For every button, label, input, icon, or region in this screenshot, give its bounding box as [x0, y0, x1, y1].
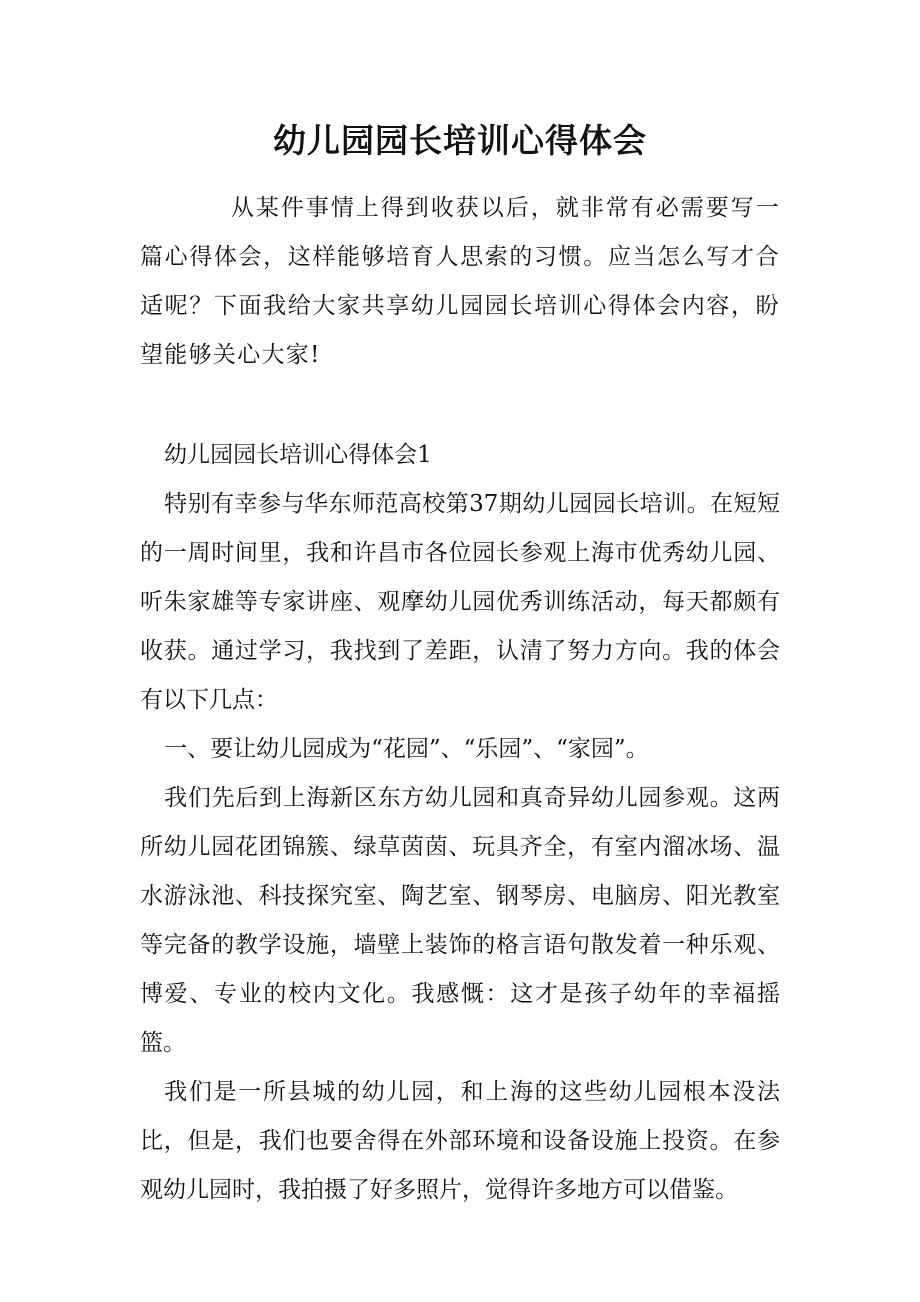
document-body [140, 184, 780, 1215]
body-paragraph: 我们是一所县城的幼儿园，和上海的这些幼儿园根本没法比，但是，我们也要舍得在外部环境和设备设施上投资。在参观幼儿园时，我拍摄了好多照片，觉得许多地方可以借鉴。 [140, 1079, 780, 1203]
body-paragraph: 一、要让幼儿园成为“花园”、“乐园”、“家园”。 [164, 736, 649, 762]
section-heading: 幼儿园园长培训心得体会1 [164, 442, 432, 468]
document-title: 幼儿园园长培训心得体会 [273, 121, 647, 160]
paragraph-gap [140, 380, 780, 431]
body-paragraph: 我们先后到上海新区东方幼儿园和真奇异幼儿园参观。这两所幼儿园花团锦簇、绿草茵茵、玩具齐全，有室内溜冰场、温水游泳池、科技探究室、陶艺室、钢琴房、电脑房、阳光教室等完备的教学设施，墙壁上装饰的格言语句散发着一种乐观、博爱、专业的校内文化。我感慨：这才是孩子幼年的幸福摇篮。 [140, 785, 780, 1056]
body-paragraph: 特别有幸参与华东师范高校第37期幼儿园园长培训。在短短的一周时间里，我和许昌市各位园长参观上海市优秀幼儿园、听朱家雄等专家讲座、观摩幼儿园优秀训练活动，每天都颇有收获。通过学习，我找到了差距，认清了努力方向。我的体会有以下几点： [140, 491, 780, 713]
intro-paragraph: 从某件事情上得到收获以后，就非常有必需要写一篇心得体会，这样能够培育人思索的习惯。应当怎么写才合适呢？下面我给大家共享幼儿园园长培训心得体会内容，盼望能够关心大家! [140, 195, 780, 368]
